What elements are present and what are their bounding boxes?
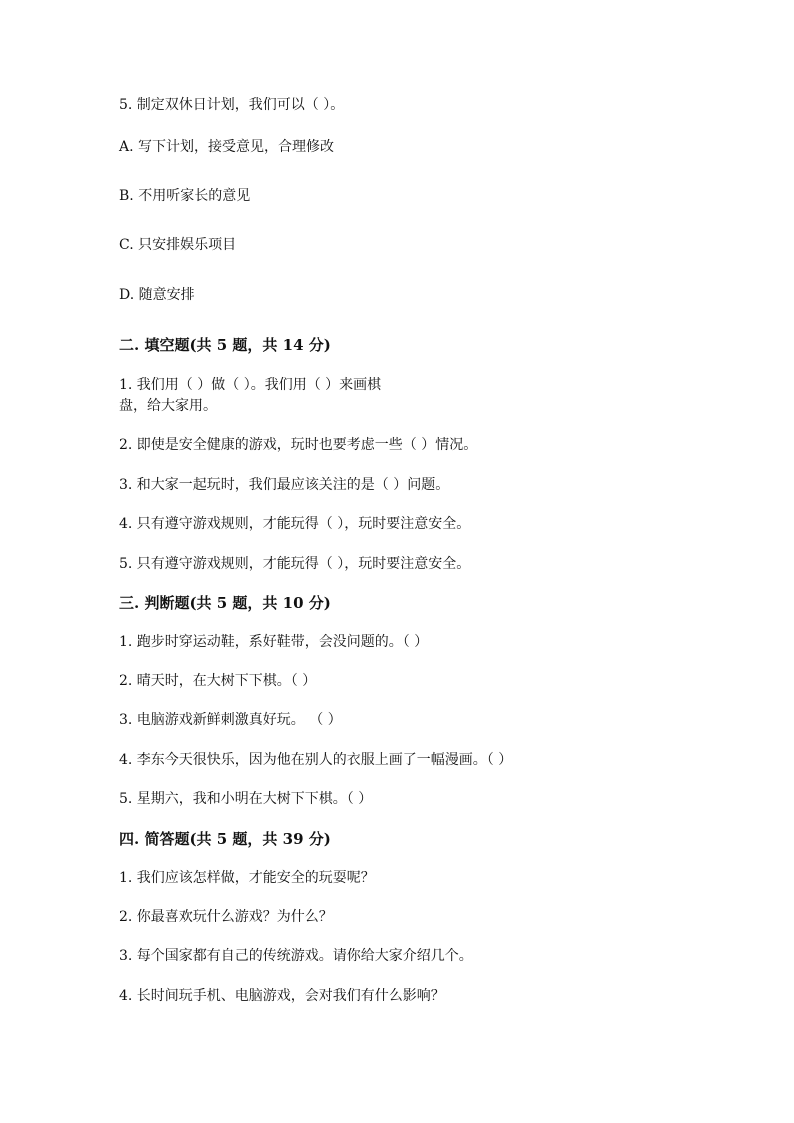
- short-answer-q3: 3. 每个国家都有自己的传统游戏。请你给大家介绍几个。: [119, 948, 473, 964]
- option-b: B. 不用听家长的意见: [119, 188, 251, 204]
- judgement-q2: 2. 晴天时，在大树下下棋。（ ）: [119, 673, 317, 689]
- judgement-q5: 5. 星期六，我和小明在大树下下棋。（ ）: [119, 791, 373, 807]
- judgement-q3: 3. 电脑游戏新鲜刺激真好玩。 （ ）: [119, 712, 342, 728]
- short-answer-q4: 4. 长时间玩手机、电脑游戏，会对我们有什么影响？: [119, 988, 445, 1004]
- fill-blank-q1-line2: 盘，给大家用。: [119, 398, 217, 414]
- fill-blank-q3: 3. 和大家一起玩时，我们最应该关注的是（ ）问题。: [119, 477, 450, 493]
- fill-blank-q5: 5. 只有遵守游戏规则，才能玩得（ ），玩时要注意安全。: [119, 556, 471, 572]
- option-a: A. 写下计划，接受意见，合理修改: [119, 139, 335, 155]
- fill-blank-q2: 2. 即使是安全健康的游戏，玩时也要考虑一些（ ）情况。: [119, 437, 478, 453]
- short-answer-q1: 1. 我们应该怎样做，才能安全的玩耍呢？: [119, 870, 375, 886]
- judgement-q4: 4. 李东今天很快乐，因为他在别人的衣服上画了一幅漫画。（ ）: [119, 752, 513, 768]
- option-c: C. 只安排娱乐项目: [119, 237, 237, 253]
- option-d: D. 随意安排: [119, 287, 195, 303]
- section-short-answer-title: 四. 简答题(共 5 题，共 39 分): [119, 830, 331, 848]
- short-answer-q2: 2. 你最喜欢玩什么游戏？为什么？: [119, 909, 333, 925]
- fill-blank-q4: 4. 只有遵守游戏规则，才能玩得（ ），玩时要注意安全。: [119, 516, 471, 532]
- judgement-q1: 1. 跑步时穿运动鞋，系好鞋带，会没问题的。（ ）: [119, 634, 429, 650]
- section-judgement-title: 三. 判断题(共 5 题，共 10 分): [119, 594, 331, 612]
- section-fill-blank-title: 二. 填空题(共 5 题，共 14 分): [119, 336, 331, 354]
- fill-blank-q1-line1: 1. 我们用（ ）做（ ）。我们用（ ）来画棋: [119, 377, 382, 393]
- question-5-stem: 5. 制定双休日计划，我们可以（ ）。: [119, 97, 345, 113]
